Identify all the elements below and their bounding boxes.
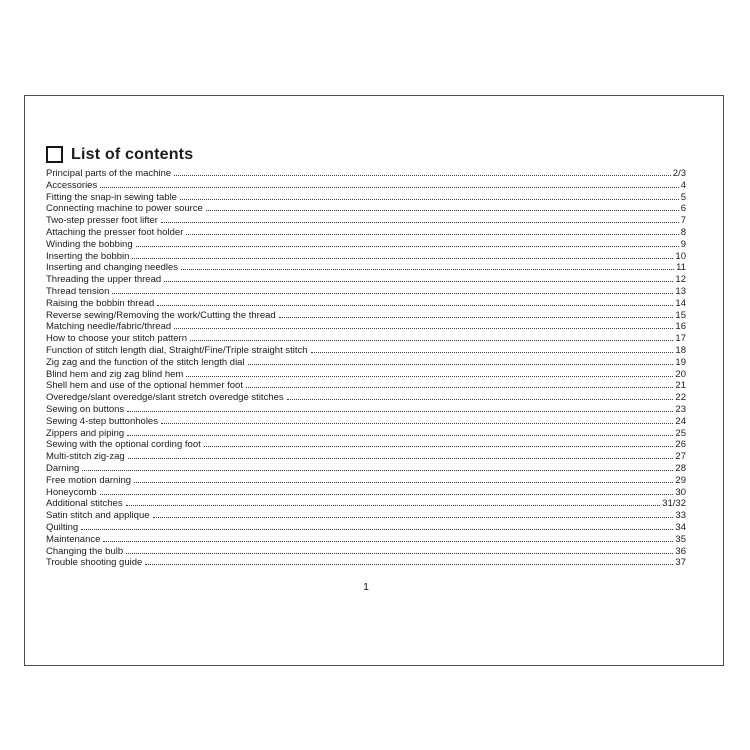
section-title-row	[46, 146, 686, 163]
toc-entry-label: Thread tension	[46, 285, 110, 297]
toc-row	[46, 274, 686, 286]
table-of-contents	[46, 168, 686, 569]
toc-entry-page: 23	[675, 403, 686, 415]
toc-leader-dots	[100, 494, 674, 495]
toc-entry-page: 37	[675, 557, 686, 569]
toc-leader-dots	[82, 470, 673, 471]
toc-entry-label: Inserting the bobbin	[46, 250, 130, 262]
toc-entry-page: 28	[675, 462, 686, 474]
toc-row	[46, 251, 686, 263]
toc-entry-page: 15	[675, 309, 686, 321]
toc-leader-dots	[127, 411, 673, 412]
toc-entry-page: 22	[675, 392, 686, 404]
toc-leader-dots	[145, 564, 673, 565]
toc-entry-page: 10	[675, 250, 686, 262]
toc-entry-page: 27	[675, 451, 686, 463]
toc-row	[46, 522, 686, 534]
toc-row	[46, 215, 686, 227]
toc-leader-dots	[100, 187, 678, 188]
toc-entry-page: 4	[680, 179, 686, 191]
toc-entry-page: 34	[675, 521, 686, 533]
toc-entry-page: 31/32	[662, 498, 686, 510]
toc-entry-label: Reverse sewing/Removing the work/Cutting the thread	[46, 309, 276, 321]
toc-entry-label: Additional stitches	[46, 498, 123, 510]
toc-row	[46, 557, 686, 569]
toc-entry-page: 8	[680, 226, 686, 238]
toc-row	[46, 475, 686, 487]
toc-entry-label: Matching needle/fabric/thread	[46, 321, 172, 333]
footer-page-number: 1	[363, 581, 369, 594]
toc-leader-dots	[127, 435, 673, 436]
toc-entry-page: 36	[675, 545, 686, 557]
toc-leader-dots	[279, 317, 674, 318]
toc-row	[46, 345, 686, 357]
toc-row	[46, 498, 686, 510]
empty-checkbox-icon	[46, 146, 63, 163]
toc-row	[46, 357, 686, 369]
toc-leader-dots	[103, 541, 673, 542]
toc-entry-label: Connecting machine to power source	[46, 203, 203, 215]
toc-leader-dots	[132, 258, 673, 259]
toc-entry-label: Changing the bulb	[46, 545, 124, 557]
toc-entry-page: 33	[675, 510, 686, 522]
toc-leader-dots	[126, 505, 661, 506]
toc-row	[46, 451, 686, 463]
toc-leader-dots	[190, 340, 673, 341]
toc-entry-label: Accessories	[46, 179, 98, 191]
toc-row	[46, 286, 686, 298]
toc-row	[46, 380, 686, 392]
toc-entry-label: Principal parts of the machine	[46, 168, 172, 179]
toc-leader-dots	[112, 293, 673, 294]
toc-entry-label: Attaching the presser foot holder	[46, 226, 184, 238]
toc-entry-label: Free motion darning	[46, 474, 132, 486]
manual-page	[24, 95, 724, 666]
toc-leader-dots	[134, 482, 673, 483]
toc-entry-page: 19	[675, 356, 686, 368]
toc-entry-page: 9	[680, 238, 686, 250]
toc-entry-label: Blind hem and zig zag blind hem	[46, 368, 184, 380]
toc-entry-page: 26	[675, 439, 686, 451]
toc-leader-dots	[161, 222, 679, 223]
toc-entry-label: Fitting the snap-in sewing table	[46, 191, 177, 203]
toc-entry-label: Quilting	[46, 521, 79, 533]
toc-leader-dots	[81, 529, 673, 530]
toc-entry-label: Shell hem and use of the optional hemmer foot	[46, 380, 243, 392]
toc-row	[46, 192, 686, 204]
toc-entry-label: Trouble shooting guide	[46, 557, 143, 569]
toc-row	[46, 298, 686, 310]
toc-row	[46, 428, 686, 440]
toc-entry-label: Multi-stitch zig-zag	[46, 451, 125, 463]
toc-entry-label: Raising the bobbin thread	[46, 297, 155, 309]
page-content	[25, 96, 723, 593]
toc-row	[46, 487, 686, 499]
toc-row	[46, 333, 686, 345]
toc-entry-page: 21	[675, 380, 686, 392]
toc-entry-page: 16	[675, 321, 686, 333]
toc-row	[46, 439, 686, 451]
toc-entry-label: Sewing on buttons	[46, 403, 125, 415]
toc-row	[46, 168, 686, 180]
toc-entry-label: Maintenance	[46, 533, 101, 545]
toc-row	[46, 416, 686, 428]
toc-entry-label: How to choose your stitch pattern	[46, 333, 187, 345]
toc-entry-label: Function of stitch length dial, Straight/Fine/Triple straight stitch	[46, 344, 308, 356]
toc-row	[46, 227, 686, 239]
toc-row	[46, 180, 686, 192]
toc-leader-dots	[246, 387, 673, 388]
toc-entry-page: 18	[675, 344, 686, 356]
toc-entry-page: 7	[680, 215, 686, 227]
toc-leader-dots	[164, 281, 673, 282]
toc-leader-dots	[161, 423, 673, 424]
toc-leader-dots	[311, 352, 674, 353]
toc-leader-dots	[204, 446, 674, 447]
toc-entry-label: Winding the bobbing	[46, 238, 133, 250]
toc-row	[46, 203, 686, 215]
toc-entry-label: Threading the upper thread	[46, 274, 162, 286]
toc-row	[46, 392, 686, 404]
toc-row	[46, 463, 686, 475]
toc-row	[46, 534, 686, 546]
toc-entry-page: 6	[680, 203, 686, 215]
toc-entry-label: Inserting and changing needles	[46, 262, 179, 274]
page-title: List of contents	[71, 146, 194, 163]
toc-entry-page: 12	[675, 274, 686, 286]
toc-leader-dots	[153, 517, 674, 518]
toc-leader-dots	[174, 328, 673, 329]
toc-entry-label: Overedge/slant overedge/slant stretch overedge stitches	[46, 392, 284, 404]
toc-leader-dots	[157, 305, 673, 306]
toc-entry-label: Sewing 4-step buttonholes	[46, 415, 158, 427]
toc-leader-dots	[136, 246, 679, 247]
toc-entry-page: 2/3	[672, 168, 686, 179]
toc-entry-page: 35	[675, 533, 686, 545]
toc-row	[46, 239, 686, 251]
toc-entry-page: 29	[675, 474, 686, 486]
toc-entry-page: 14	[675, 297, 686, 309]
toc-entry-page: 11	[676, 262, 686, 274]
toc-entry-page: 13	[675, 285, 686, 297]
toc-leader-dots	[186, 376, 673, 377]
toc-row	[46, 546, 686, 558]
toc-entry-page: 17	[675, 333, 686, 345]
toc-row	[46, 310, 686, 322]
toc-entry-label: Zig zag and the function of the stitch length dial	[46, 356, 245, 368]
toc-leader-dots	[126, 553, 673, 554]
toc-leader-dots	[186, 234, 678, 235]
toc-entry-label: Zippers and piping	[46, 427, 125, 439]
toc-leader-dots	[174, 175, 671, 176]
toc-leader-dots	[206, 210, 679, 211]
toc-leader-dots	[128, 458, 674, 459]
toc-entry-label: Darning	[46, 462, 80, 474]
toc-entry-label: Two-step presser foot lifter	[46, 215, 158, 227]
toc-entry-page: 5	[680, 191, 686, 203]
toc-entry-label: Satin stitch and applique	[46, 510, 150, 522]
toc-entry-page: 30	[675, 486, 686, 498]
toc-leader-dots	[180, 199, 679, 200]
toc-row	[46, 262, 686, 274]
toc-entry-label: Honeycomb	[46, 486, 97, 498]
toc-entry-page: 25	[675, 427, 686, 439]
toc-entry-page: 24	[675, 415, 686, 427]
toc-entry-page: 20	[675, 368, 686, 380]
toc-leader-dots	[181, 269, 674, 270]
toc-row	[46, 321, 686, 333]
toc-row	[46, 369, 686, 381]
toc-leader-dots	[287, 399, 674, 400]
toc-leader-dots	[248, 364, 674, 365]
toc-entry-label: Sewing with the optional cording foot	[46, 439, 201, 451]
toc-row	[46, 404, 686, 416]
toc-row	[46, 510, 686, 522]
